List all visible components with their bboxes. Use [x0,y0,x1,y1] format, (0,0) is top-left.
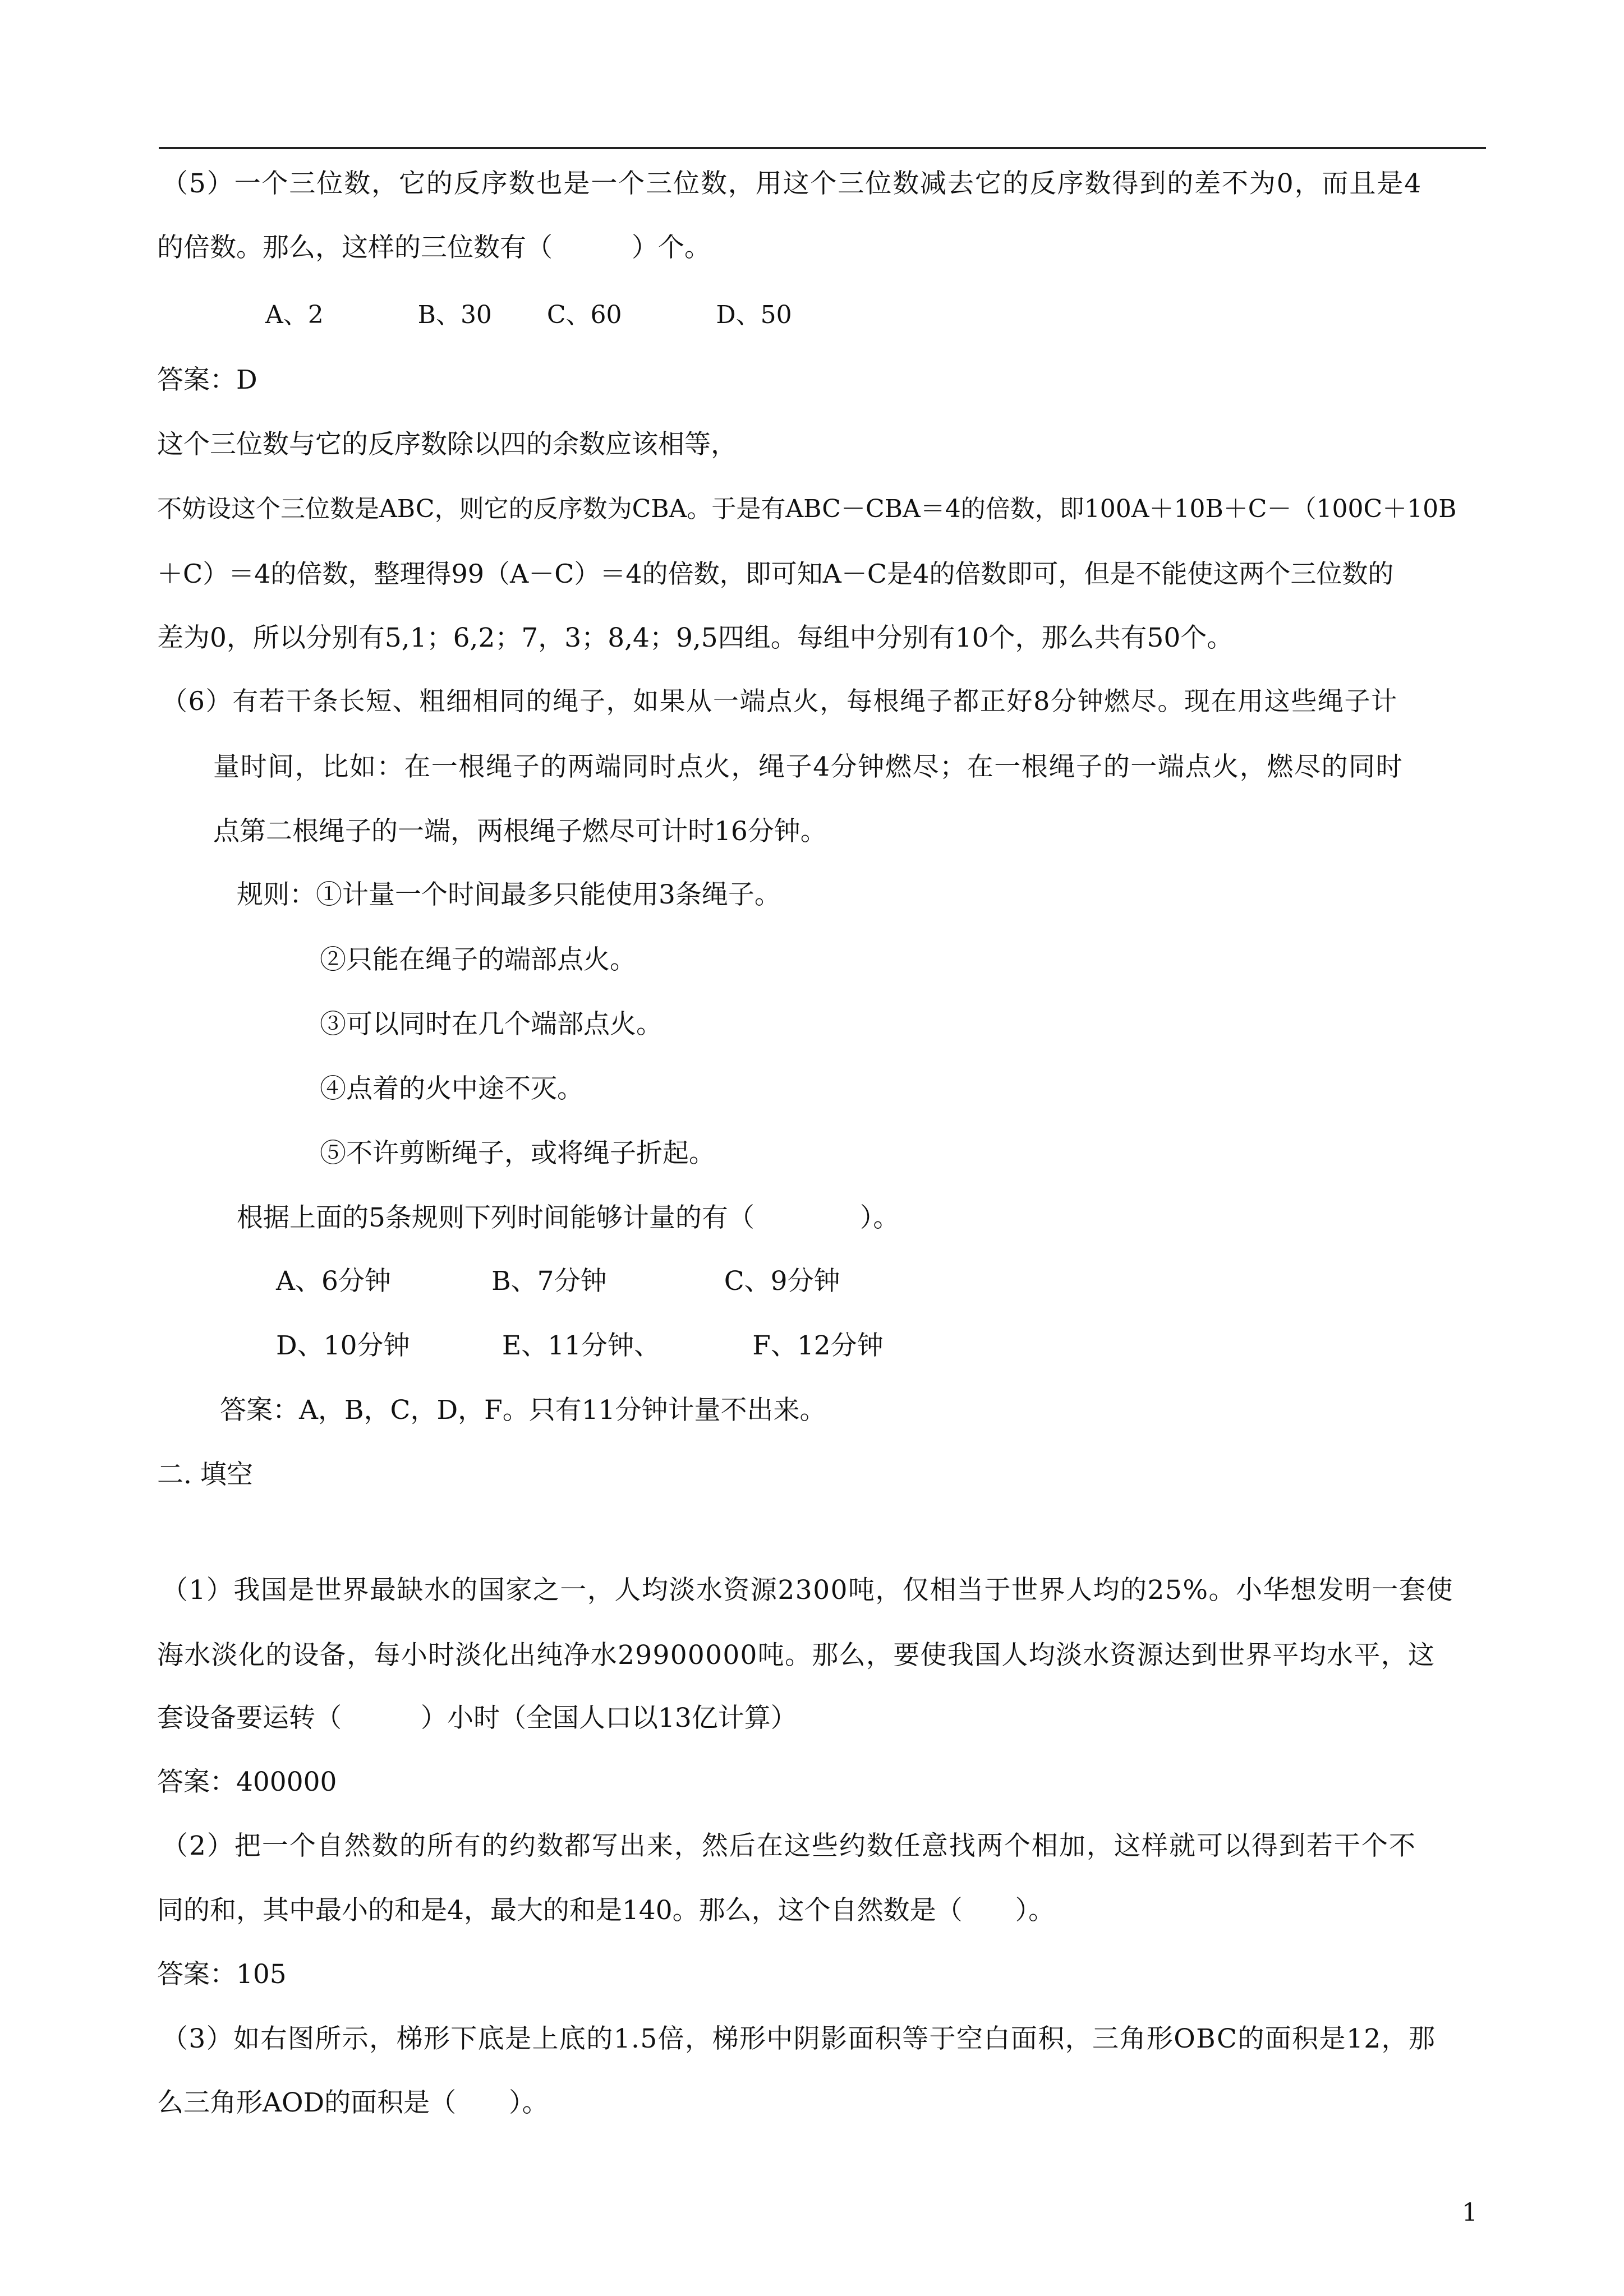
q6-line-2: 量时间，比如：在一根绳子的两端同时点火，绳子4分钟燃尽；在一根绳子的一端点火，燃尽的同时 [213,751,1404,782]
header-rule [159,147,1486,149]
q6-options-2: D、10分钟 E、11分钟、 F、12分钟 [276,1330,884,1361]
q5-answer: 答案：D [157,365,257,395]
q5-line-1: （5）一个三位数，它的反序数也是一个三位数，用这个三位数减去它的反序数得到的差不为0，而且是4 [162,168,1423,199]
q6-rule-3: ③可以同时在几个端部点火。 [320,1009,663,1040]
section-heading: 二. 填空 [157,1459,253,1490]
q5-explanation-1: 这个三位数与它的反序数除以四的余数应该相等， [157,429,737,460]
q5-options: A、2 B、30 C、60 D、50 [265,301,792,329]
q6-rule-4: ④点着的火中途不灭。 [320,1073,583,1104]
q6-rule-1: 规则：①计量一个时间最多只能使用3条绳子。 [237,879,781,910]
fill-q1-answer: 答案：400000 [157,1767,337,1797]
fill-q3-line-1: （3）如右图所示，梯形下底是上底的1.5倍，梯形中阴影面积等于空白面积，三角形OBC的面积是12，那 [162,2023,1436,2054]
q6-answer: 答案：A，B，C，D，F。只有11分钟计量不出来。 [220,1395,826,1426]
q5-explanation-3: ＋C）＝4的倍数，整理得99（A－C）＝4的倍数，即可知A－C是4的倍数即可，但是不能使这两个三位数的 [157,559,1394,589]
q5-explanation-2: 不妨设这个三位数是ABC，则它的反序数为CBA。于是有ABC－CBA＝4的倍数，即100A＋10B＋C－（100C＋10B [157,495,1457,523]
q6-rule-2: ②只能在绳子的端部点火。 [320,944,636,975]
fill-q2-answer: 答案：105 [157,1959,287,1990]
q6-question: 根据上面的5条规则下列时间能够计量的有（ ）。 [237,1202,900,1233]
q5-explanation-4: 差为0，所以分别有5,1；6,2；7，3；8,4；9,5四组。每组中分别有10个，那么共有50个。 [157,623,1234,653]
q6-line-3: 点第二根绳子的一端，两根绳子燃尽可计时16分钟。 [213,816,827,847]
q6-options-1: A、6分钟 B、7分钟 C、9分钟 [276,1266,840,1297]
fill-q1-line-3: 套设备要运转（ ）小时（全国人口以13亿计算） [157,1703,797,1733]
q6-line-1: （6）有若干条长短、粗细相同的绳子，如果从一端点火，每根绳子都正好8分钟燃尽。现在用这些绳子计 [162,686,1398,716]
q6-rule-5: ⑤不许剪断绳子，或将绳子折起。 [320,1138,715,1169]
fill-q2-line-1: （2）把一个自然数的所有的约数都写出来，然后在这些约数任意找两个相加，这样就可以得到若干个不 [162,1831,1416,1861]
fill-q3-line-2: 么三角形AOD的面积是（ ）。 [157,2087,549,2118]
fill-q1-line-1: （1）我国是世界最缺水的国家之一，人均淡水资源2300吨，仅相当于世界人均的25%。小华想发明一套使 [162,1575,1453,1606]
q5-line-2: 的倍数。那么，这样的三位数有（ ）个。 [157,232,711,263]
fill-q2-line-2: 同的和，其中最小的和是4，最大的和是140。那么，这个自然数是（ ）。 [157,1895,1055,1926]
fill-q1-line-2: 海水淡化的设备，每小时淡化出纯净水29900000吨。那么，要使我国人均淡水资源达到世界平均水平，这 [157,1640,1436,1671]
page-number: 1 [1462,2198,1478,2227]
